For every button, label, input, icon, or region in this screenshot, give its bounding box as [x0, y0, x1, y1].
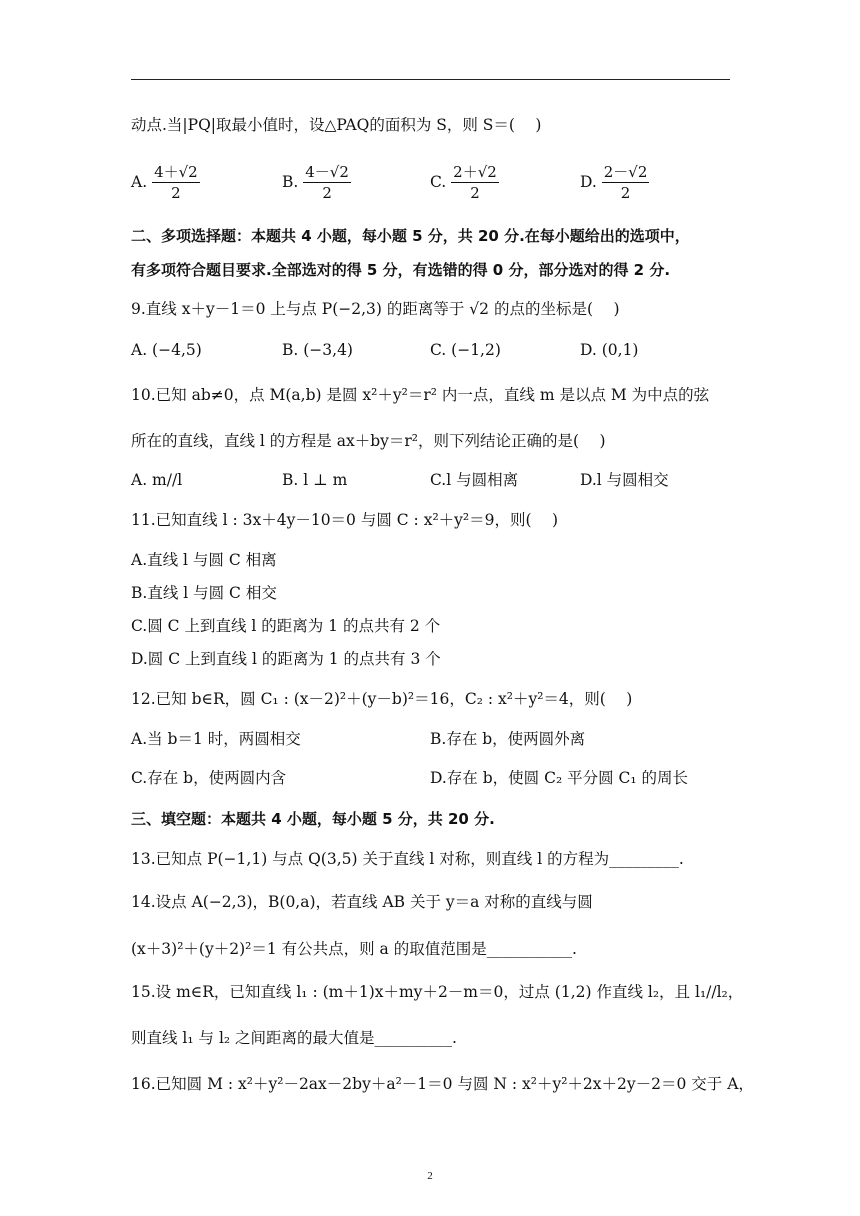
- denominator: 2: [620, 184, 631, 202]
- text-line-q11-a: A.直线 l 与圆 C 相离: [131, 551, 277, 569]
- option-letter: A.: [131, 173, 148, 191]
- q9-option-a: A. (−4,5): [131, 341, 202, 359]
- page-number: 2: [427, 1170, 433, 1182]
- text-line-sec3-header: 三、填空题：本题共 4 小题，每小题 5 分，共 20 分.: [131, 810, 495, 828]
- text-line-q11-c: C.圆 C 上到直线 l 的距离为 1 的点共有 2 个: [131, 617, 441, 635]
- q9-option-b: B. (−3,4): [282, 341, 353, 359]
- header-rule: [131, 79, 730, 80]
- text-line-q14-2: (x＋3)²＋(y＋2)²＝1 有公共点，则 a 的取值范围是___________.: [131, 940, 577, 958]
- fraction: [451, 165, 499, 201]
- text-line-q15-2: 则直线 l₁ 与 l₂ 之间距离的最大值是__________.: [131, 1029, 457, 1047]
- q8-option-b: [282, 165, 351, 201]
- text-line-sec2-header-2: 有多项符合题目要求.全部选对的得 5 分，有选错的得 0 分，部分选对的得 2 分.: [131, 261, 671, 279]
- q12-option-d: D.存在 b，使圆 C₂ 平分圆 C₁ 的周长: [430, 769, 689, 787]
- text-line-q16-1: 16.已知圆 M : x²＋y²－2ax－2by＋a²－1＝0 与圆 N : x²＋y²＋2x＋2y－2＝0 交于 A，: [131, 1075, 754, 1093]
- q10-option-a: A. m//l: [131, 471, 183, 489]
- fraction: [303, 165, 351, 201]
- text-line-q15-1: 15.设 m∈R，已知直线 l₁ : (m＋1)x＋my＋2－m＝0，过点 (1,2) 作直线 l₂，且 l₁//l₂，: [131, 983, 744, 1001]
- text-line-q11-b: B.直线 l 与圆 C 相交: [131, 584, 277, 602]
- q10-option-b: B. l ⊥ m: [282, 471, 348, 489]
- text-line-sec2-header-1: 二、多项选择题：本题共 4 小题，每小题 5 分，共 20 分.在每小题给出的选项中，: [131, 227, 690, 245]
- q8-option-a: [131, 165, 200, 201]
- numerator: 4＋√2: [154, 163, 198, 181]
- q8-option-d: [580, 165, 649, 201]
- text-line-q9-stem: 9.直线 x＋y－1＝0 上与点 P(−2,3) 的距离等于 √2 的点的坐标是( ): [131, 300, 620, 318]
- q12-option-b: B.存在 b，使两圆外离: [430, 730, 586, 748]
- text-line-q10-stem-1: 10.已知 ab≠0，点 M(a,b) 是圆 x²＋y²＝r² 内一点，直线 m 是以点 M 为中点的弦: [131, 386, 710, 404]
- numerator: 4－√2: [305, 163, 349, 181]
- text-line-q10-stem-2: 所在的直线，直线 l 的方程是 ax＋by＝r²，则下列结论正确的是( ): [131, 432, 606, 450]
- denominator: 2: [322, 184, 332, 202]
- fraction: [602, 165, 650, 201]
- text-line-q12-stem: 12.已知 b∈R，圆 C₁ : (x－2)²＋(y－b)²＝16，C₂ : x²＋y²＝4，则( ): [131, 690, 633, 708]
- q10-option-c: C.l 与圆相离: [430, 471, 519, 489]
- q10-option-d: D.l 与圆相交: [580, 471, 669, 489]
- denominator: 2: [470, 184, 480, 202]
- denominator: 2: [171, 184, 181, 202]
- text-line-q14-1: 14.设点 A(−2,3)，B(0,a)，若直线 AB 关于 y＝a 对称的直线与圆: [131, 893, 593, 911]
- text-line-q13: 13.已知点 P(−1,1) 与点 Q(3,5) 关于直线 l 对称，则直线 l 的方程为_________.: [131, 850, 684, 868]
- q12-option-a: A.当 b＝1 时，两圆相交: [131, 730, 301, 748]
- q9-option-c: C. (−1,2): [430, 341, 501, 359]
- text-line-q8-stem-cont: 动点.当|PQ|取最小值时，设△PAQ的面积为 S，则 S＝( ): [131, 116, 542, 134]
- option-letter: B.: [282, 173, 299, 191]
- fraction: [152, 165, 200, 201]
- q8-option-c: [430, 165, 499, 201]
- option-letter: C.: [430, 173, 447, 191]
- numerator: 2＋√2: [453, 163, 497, 181]
- numerator: 2－√2: [603, 163, 648, 181]
- option-letter: D.: [580, 173, 597, 191]
- text-line-q11-d: D.圆 C 上到直线 l 的距离为 1 的点共有 3 个: [131, 650, 441, 668]
- text-line-q11-stem: 11.已知直线 l : 3x＋4y－10＝0 与圆 C : x²＋y²＝9，则( ): [131, 511, 559, 529]
- q9-option-d: D. (0,1): [580, 341, 639, 359]
- q12-option-c: C.存在 b，使两圆内含: [131, 769, 287, 787]
